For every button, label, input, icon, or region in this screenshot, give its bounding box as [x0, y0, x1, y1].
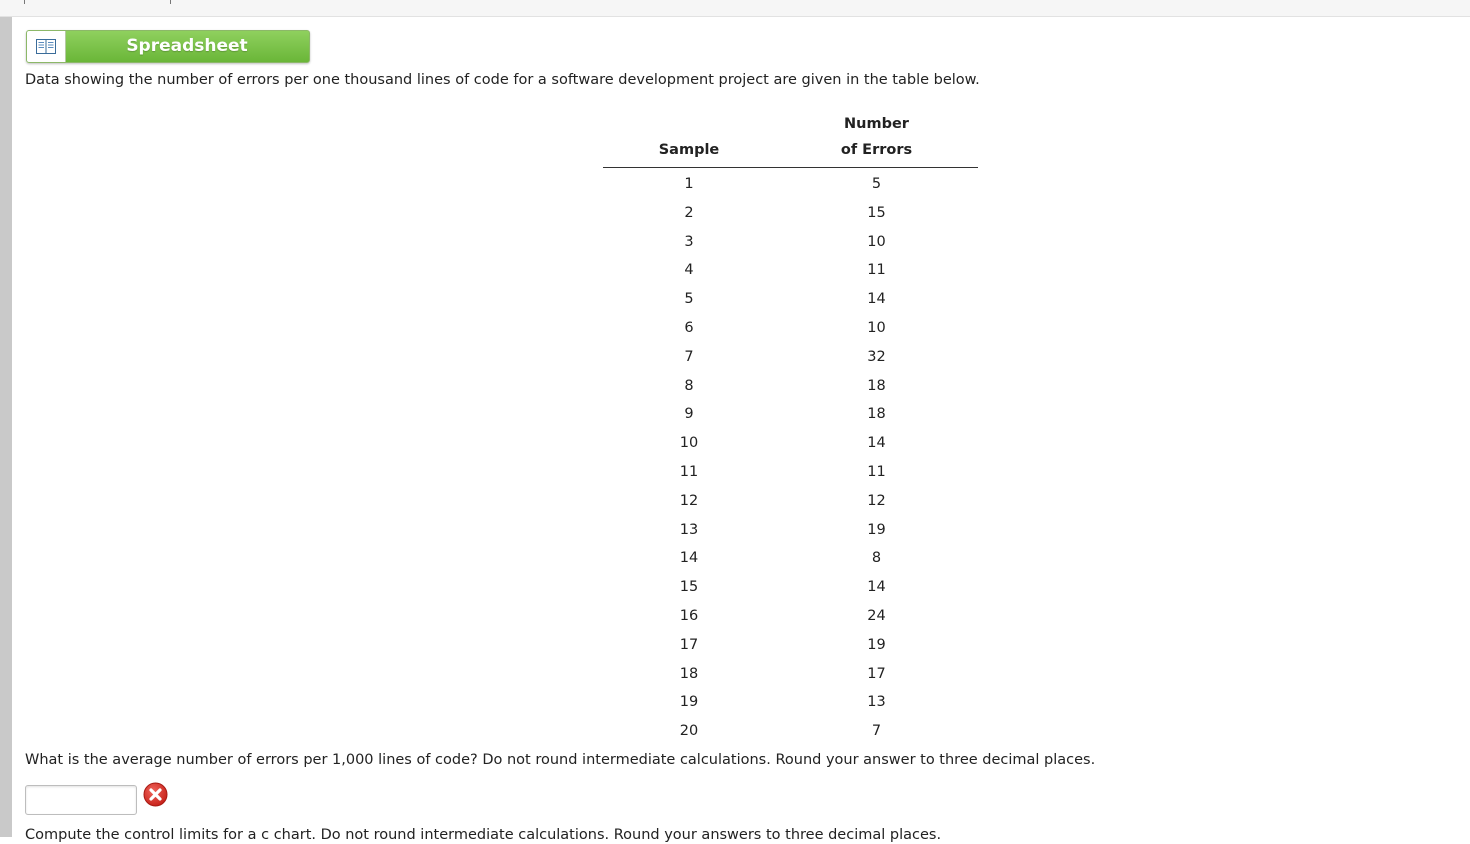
errors-cell: 19 [867, 636, 886, 653]
table-row [603, 516, 978, 545]
table-row [603, 602, 978, 631]
table-row [603, 717, 978, 746]
errors-cell: 32 [867, 348, 886, 365]
sample-cell: 18 [679, 665, 699, 682]
sample-cell: 17 [679, 636, 699, 653]
table-row [603, 688, 978, 717]
sample-column-header [603, 111, 775, 168]
intro-text: Data showing the number of errors per one thousand lines of code for a software development project are given in the table below. [25, 72, 980, 88]
errors-cell: 7 [871, 723, 882, 740]
sample-cell: 20 [679, 723, 699, 740]
errors-cell: 10 [867, 319, 886, 336]
table-row [603, 400, 978, 429]
errors-column-header [775, 111, 978, 168]
table-row [603, 429, 978, 458]
toolbar-divider [170, 0, 171, 4]
errors-cell: 24 [867, 607, 886, 624]
table-row [603, 631, 978, 660]
sample-cell: 15 [679, 579, 699, 596]
table-row [603, 199, 978, 228]
table-row [603, 573, 978, 602]
errors-cell: 10 [867, 233, 886, 250]
sample-cell: 9 [684, 406, 694, 423]
toolbar-divider [24, 0, 25, 4]
table-row [603, 256, 978, 285]
table-row [603, 544, 978, 573]
sample-cell: 7 [684, 348, 694, 365]
errors-cell: 15 [867, 204, 886, 221]
errors-cell: 14 [867, 435, 886, 452]
errors-cell: 11 [867, 463, 886, 480]
errors-cell: 18 [867, 377, 886, 394]
errors-cell: 11 [867, 262, 886, 279]
spreadsheet-button-label: Spreadsheet [126, 36, 248, 56]
left-scroll-gutter [0, 17, 12, 837]
errors-header-line1: Number [844, 116, 909, 132]
errors-cell: 13 [867, 694, 886, 711]
sample-cell: 14 [679, 550, 699, 567]
sample-cell: 13 [679, 521, 699, 538]
errors-cell: 18 [867, 406, 886, 423]
sample-cell: 3 [684, 233, 694, 250]
errors-cell: 17 [867, 665, 886, 682]
table-row [603, 458, 978, 487]
incorrect-x-icon [143, 782, 168, 807]
spreadsheet-button[interactable] [26, 30, 310, 63]
table-header-row [603, 111, 978, 168]
sample-cell: 6 [684, 319, 694, 336]
errors-data-table [603, 111, 978, 746]
errors-cell: 19 [867, 521, 886, 538]
errors-header-line2: of Errors [840, 142, 913, 158]
table-row [603, 660, 978, 689]
table-row [603, 314, 978, 343]
table-row [603, 343, 978, 372]
sample-cell: 11 [679, 463, 699, 480]
sample-cell: 8 [684, 377, 694, 394]
sample-header-label: Sample [658, 142, 720, 158]
errors-cell: 8 [871, 550, 882, 567]
table-row [603, 168, 978, 199]
sample-cell: 5 [684, 291, 694, 308]
top-toolbar-strip [0, 0, 1470, 17]
table-row [603, 372, 978, 401]
sample-cell: 19 [679, 694, 699, 711]
table-row [603, 285, 978, 314]
average-errors-answer-input[interactable] [25, 785, 137, 815]
question-text: What is the average number of errors per 1,000 lines of code? Do not round intermediate calculations. Round your answer to three decimal places. [25, 752, 1096, 768]
sample-cell: 16 [679, 607, 699, 624]
sample-cell: 4 [684, 262, 694, 279]
errors-cell: 12 [867, 492, 886, 509]
sample-cell: 10 [679, 435, 699, 452]
sample-cell: 1 [684, 176, 694, 192]
book-icon [27, 31, 66, 62]
sample-cell: 12 [679, 492, 699, 509]
errors-cell: 14 [867, 291, 886, 308]
errors-cell: 5 [871, 176, 882, 192]
table-row [603, 487, 978, 516]
next-question-text: Compute the control limits for a c chart. Do not round intermediate calculations. Round your answers to three decimal places. [25, 827, 942, 843]
errors-cell: 14 [867, 579, 886, 596]
table-row [603, 228, 978, 257]
sample-cell: 2 [684, 204, 694, 221]
